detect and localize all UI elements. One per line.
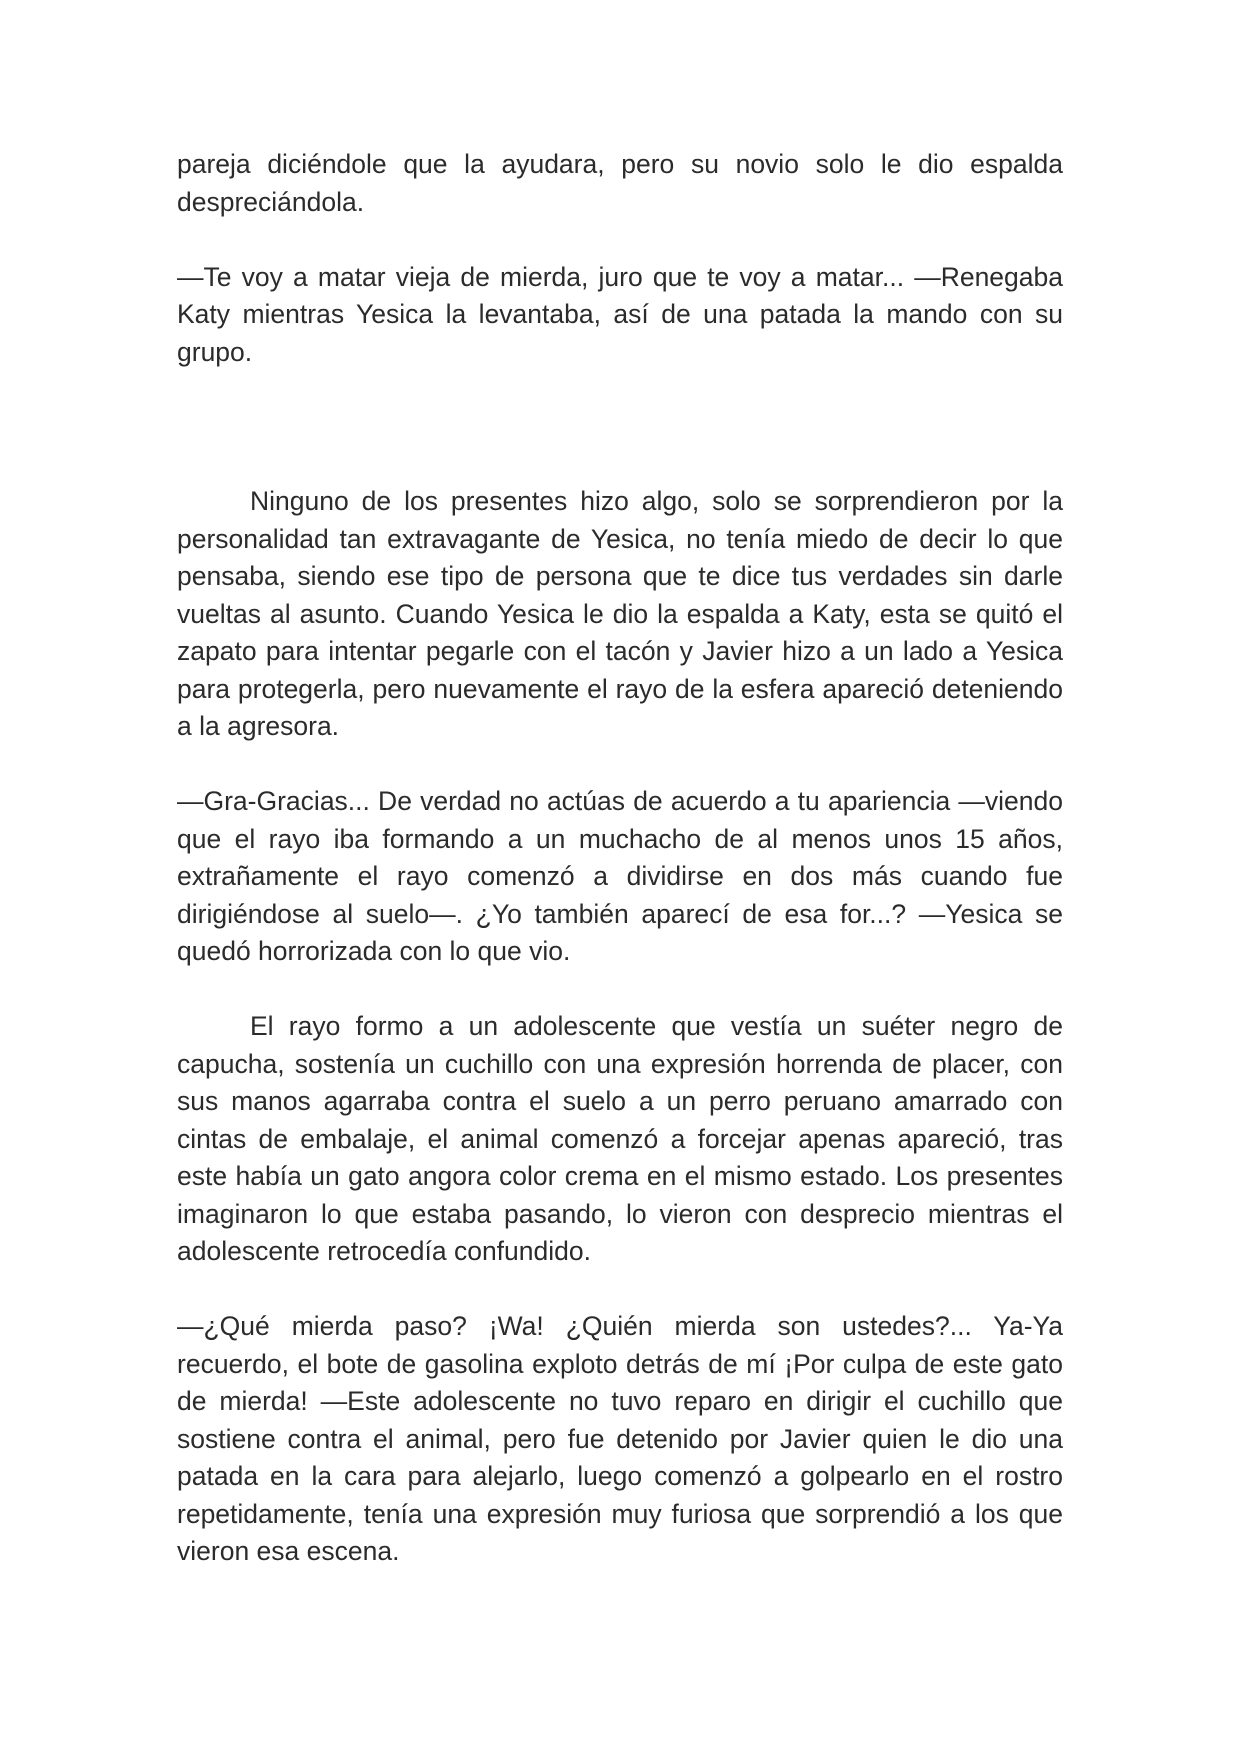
paragraph-6: —¿Qué mierda paso? ¡Wa! ¿Quién mierda son ustedes?... Ya-Ya recuerdo, el bote de gasolina exploto detrás de mí ¡Por culpa de este gato de mierda! —Este adolescente no tuvo reparo en dirigir el cuchillo que sostiene contra el animal, pero fue detenido por Javier quien le dio una patada en la cara para alejarlo, luego comenzó a golpearlo en el rostro repetidamente, tenía una expresión muy furiosa que sorprendió a los que vieron esa escena. xyxy=(177,1311,1063,1566)
paragraph-2: —Te voy a matar vieja de mierda, juro que te voy a matar... —Renegaba Katy mientras Yesica la levantaba, así de una patada la mando con su grupo. xyxy=(177,261,1063,367)
paragraph-4: —Gra-Gracias... De verdad no actúas de acuerdo a tu apariencia —viendo que el rayo iba formando a un muchacho de al menos unos 15 años, extrañamente el rayo comenzó a dividirse en dos más cuando fue dirigiéndose al suelo—. ¿Yo también aparecí de esa for...? —Yesica se quedó horrorizada con lo que vio. xyxy=(177,786,1063,966)
document-page xyxy=(177,146,1063,1608)
paragraph-1: pareja diciéndole que la ayudara, pero su novio solo le dio espalda despreciándola. xyxy=(177,149,1063,217)
paragraph-5: El rayo formo a un adolescente que vestía un suéter negro de capucha, sostenía un cuchillo con una expresión horrenda de placer, con sus manos agarraba contra el suelo a un perro peruano amarrado con cintas de embalaje, el animal comenzó a forcejar apenas apareció, tras este había un gato angora color crema en el mismo estado. Los presentes imaginaron lo que estaba pasando, lo vieron con desprecio mientras el adolescente retrocedía confundido. xyxy=(177,1011,1063,1266)
paragraph-3: Ninguno de los presentes hizo algo, solo se sorprendieron por la personalidad tan extravagante de Yesica, no tenía miedo de decir lo que pensaba, siendo ese tipo de persona que te dice tus verdades sin darle vueltas al asunto. Cuando Yesica le dio la espalda a Katy, esta se quitó el zapato para intentar pegarle con el tacón y Javier hizo a un lado a Yesica para protegerla, pero nuevamente el rayo de la esfera apareció deteniendo a la agresora. xyxy=(177,486,1063,741)
